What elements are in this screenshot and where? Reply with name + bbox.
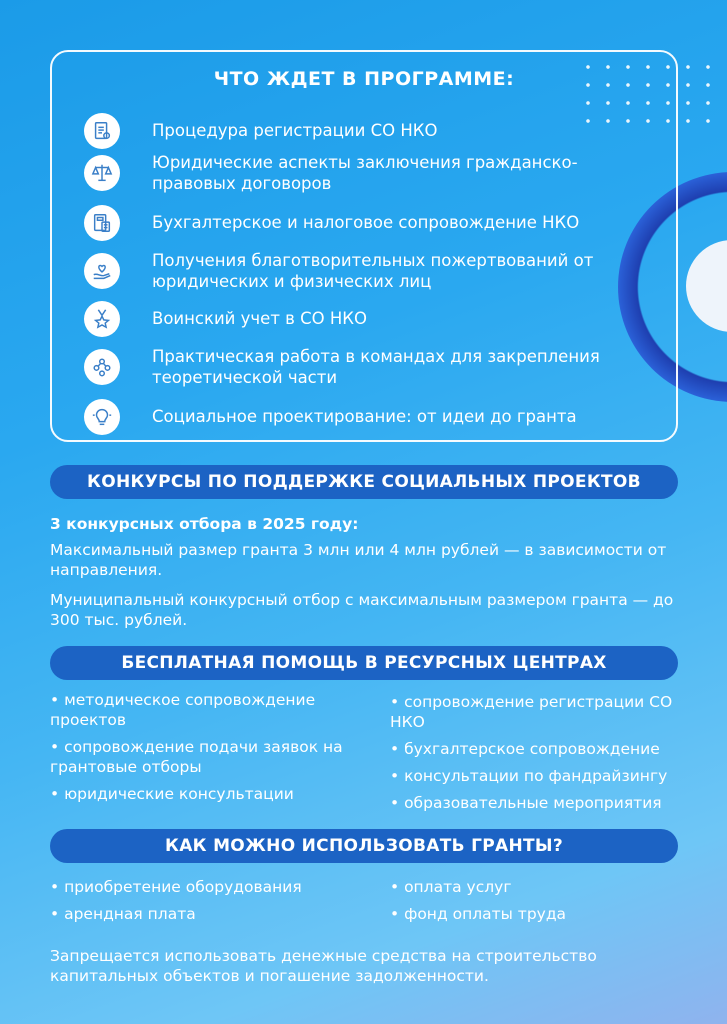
program-item-text: Практическая работа в командах для закрепления теоретической части <box>152 347 600 387</box>
program-item <box>84 110 644 152</box>
program-item <box>84 152 644 194</box>
program-item-text: Юридические аспекты заключения гражданско-правовых договоров <box>152 153 578 193</box>
medal-icon <box>84 301 120 337</box>
grants-list-right <box>390 877 690 931</box>
list-item: • бухгалтерское сопровождение <box>390 740 660 758</box>
program-box <box>50 50 678 442</box>
help-banner: БЕСПЛАТНАЯ ПОМОЩЬ В РЕСУРСНЫХ ЦЕНТРАХ <box>50 646 678 680</box>
list-item: • приобретение оборудования <box>50 878 302 896</box>
program-item-text: Бухгалтерское и налоговое сопровождение НКО <box>152 213 580 232</box>
program-item-text: Получения благотворительных пожертвований от юридических и физических лиц <box>152 251 594 291</box>
program-item-text: Воинский учет в СО НКО <box>152 309 368 328</box>
grants-banner: КАК МОЖНО ИСПОЛЬЗОВАТЬ ГРАНТЫ? <box>50 829 678 863</box>
program-item <box>84 250 644 292</box>
heart-hand-icon <box>84 253 120 289</box>
list-item: • сопровождение регистрации СО НКО <box>390 693 673 731</box>
team-icon <box>84 349 120 385</box>
grants-note: Запрещается использовать денежные средства на строительство капитальных объектов и погашение задолженности. <box>50 947 597 985</box>
contests-banner: КОНКУРСЫ ПО ПОДДЕРЖКЕ СОЦИАЛЬНЫХ ПРОЕКТОВ <box>50 465 678 499</box>
contests-subtitle: 3 конкурсных отбора в 2025 году: <box>50 515 359 533</box>
list-item: • юридические консультации <box>50 785 294 803</box>
program-item <box>84 298 644 340</box>
program-title: ЧТО ЖДЕТ В ПРОГРАММЕ: <box>213 68 515 90</box>
list-item: • фонд оплаты труда <box>390 905 567 923</box>
lightbulb-icon <box>84 399 120 435</box>
list-item: • образовательные мероприятия <box>390 794 662 812</box>
program-item-text: Процедура регистрации СО НКО <box>152 121 438 140</box>
calculator-icon <box>84 205 120 241</box>
document-icon <box>84 113 120 149</box>
list-item: • оплата услуг <box>390 878 512 896</box>
program-item <box>84 202 644 244</box>
contests-paragraph-2: Муниципальный конкурсный отбор с максимальным размером гранта — до 300 тыс. рублей. <box>50 591 674 629</box>
contests-paragraph-1: Максимальный размер гранта 3 млн или 4 млн рублей — в зависимости от направления. <box>50 541 667 579</box>
program-item-text: Социальное проектирование: от идеи до гранта <box>152 407 577 426</box>
program-item <box>84 346 644 388</box>
grants-list-left <box>50 877 350 931</box>
list-item: • консультации по фандрайзингу <box>390 767 668 785</box>
help-list-right <box>390 692 690 820</box>
list-item: • сопровождение подачи заявок на грантовые отборы <box>50 738 343 776</box>
help-list-left <box>50 690 350 811</box>
scales-icon <box>84 155 120 191</box>
program-item <box>84 396 644 438</box>
list-item: • методическое сопровождение проектов <box>50 691 316 729</box>
list-item: • арендная плата <box>50 905 196 923</box>
